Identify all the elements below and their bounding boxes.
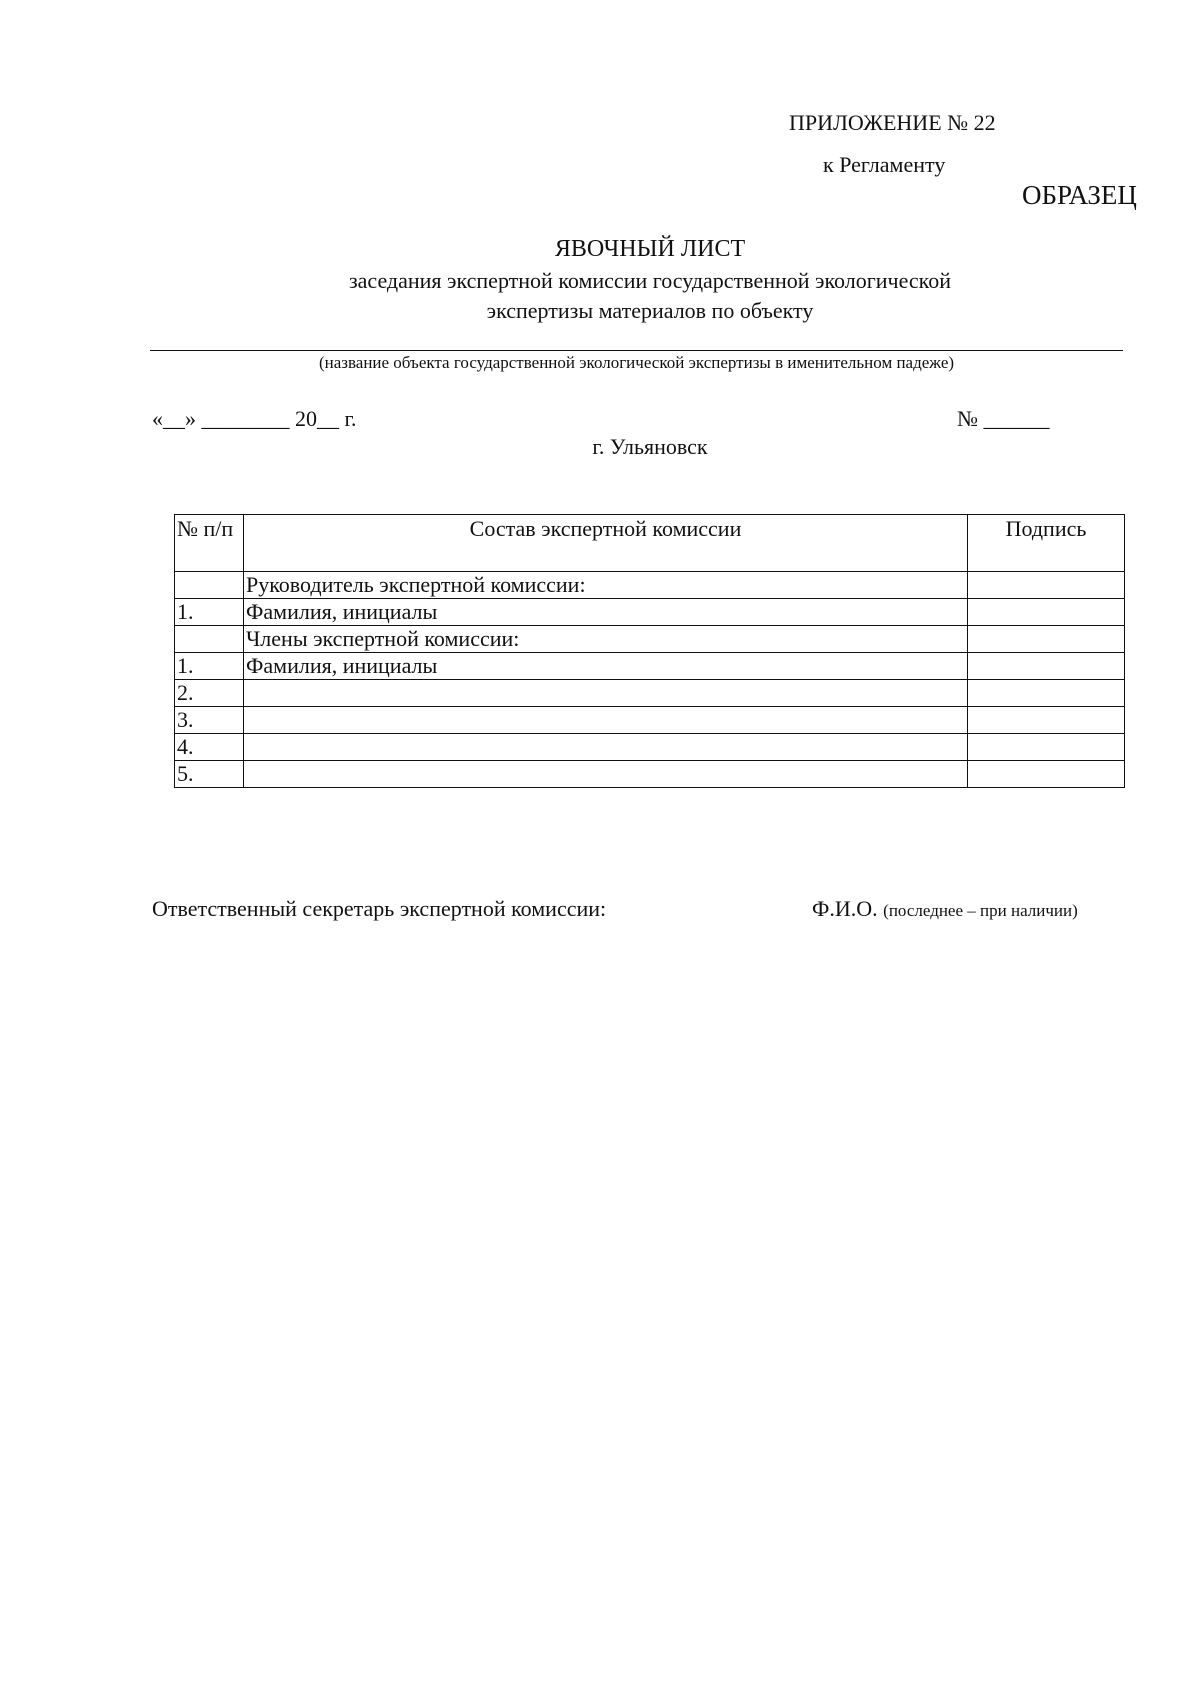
row-number: 2. [175, 680, 244, 707]
row-name: Руководитель экспертной комиссии: [244, 572, 968, 599]
row-number: 3. [175, 707, 244, 734]
header-signature: Подпись [968, 515, 1125, 572]
row-signature [968, 653, 1125, 680]
row-number: 1. [175, 653, 244, 680]
table-header-row [175, 515, 1125, 572]
row-signature [968, 599, 1125, 626]
city-name: г. Ульяновск [592, 434, 708, 459]
document-subtitle-line-2: экспертизы материалов по объекту [486, 298, 814, 323]
table-row [175, 626, 1125, 653]
row-number: 5. [175, 761, 244, 788]
document-subtitle-line-1: заседания экспертной комиссии государственной экологической [348, 268, 952, 293]
table-row [175, 707, 1125, 734]
row-name: Члены экспертной комиссии: [244, 626, 968, 653]
table-row [175, 599, 1125, 626]
row-name [244, 680, 968, 707]
row-signature [968, 626, 1125, 653]
attendance-table [174, 514, 1125, 788]
row-number: 4. [175, 734, 244, 761]
row-signature [968, 680, 1125, 707]
document-title: ЯВОЧНЫЙ ЛИСТ [554, 236, 746, 262]
document-number-field: № ______ [957, 406, 1050, 431]
row-signature [968, 572, 1125, 599]
row-signature [968, 734, 1125, 761]
row-name [244, 707, 968, 734]
row-number [175, 572, 244, 599]
row-name [244, 761, 968, 788]
table-row [175, 761, 1125, 788]
header-composition: Состав экспертной комиссии [244, 515, 968, 572]
table-row [175, 734, 1125, 761]
fio-label: Ф.И.О. [812, 896, 878, 921]
table-row [175, 572, 1125, 599]
sample-stamp: ОБРАЗЕЦ [1022, 180, 1137, 210]
row-signature [968, 707, 1125, 734]
table-row [175, 653, 1125, 680]
appendix-number: ПРИЛОЖЕНИЕ № 22 [789, 110, 996, 135]
object-name-caption: (название объекта государственной экологической экспертизы в именительном падеже) [318, 353, 955, 372]
row-number [175, 626, 244, 653]
row-name [244, 734, 968, 761]
secretary-label: Ответственный секретарь экспертной комиссии: [152, 896, 607, 921]
date-field: «__» ________ 20__ г. [152, 406, 357, 431]
object-name-line [150, 350, 1123, 351]
row-name: Фамилия, инициалы [244, 653, 968, 680]
table-row [175, 680, 1125, 707]
row-name: Фамилия, инициалы [244, 599, 968, 626]
secretary-fio [812, 896, 1078, 922]
fio-note: (последнее – при наличии) [883, 901, 1078, 920]
row-number: 1. [175, 599, 244, 626]
row-signature [968, 761, 1125, 788]
regulation-reference: к Регламенту [823, 152, 946, 177]
header-number: № п/п [175, 515, 244, 572]
